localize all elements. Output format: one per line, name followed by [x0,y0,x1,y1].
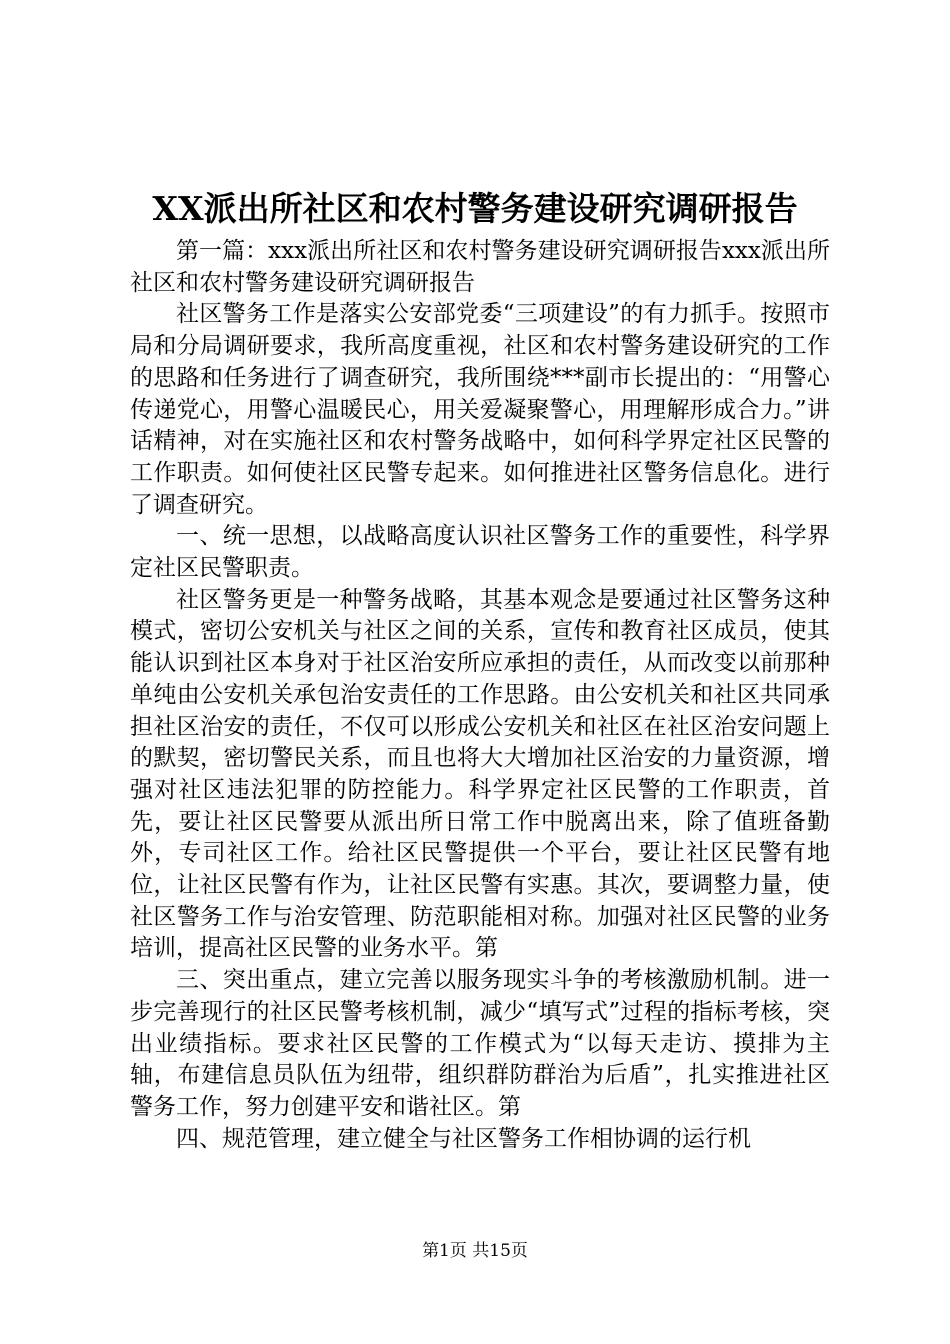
document-body [130,236,830,1155]
paragraph-community-policing: 社区警务更是一种警务战略，其基本观念是要通过社区警务这种模式，密切公安机关与社区之间的关系，宣传和教育社区成员，使其能认识到社区本身对于社区治安所应承担的责任，从而改变以前那种单纯由公安机关承包治安责任的工作思路。由公安机关和社区共同承担社区治安的责任，不仅可以形成公安机关和社区在社区治安问题上的默契，密切警民关系，而且也将大大增加社区治安的力量资源，增强对社区违法犯罪的防控能力。科学界定社区民警的工作职责，首先，要让社区民警要从派出所日常工作中脱离出来，除了值班备勤外，专司社区工作。给社区民警提供一个平台，要让社区民警有地位，让社区民警有作为，让社区民警有实惠。其次，要调整力量，使社区警务工作与治安管理、防范职能相对称。加强对社区民警的业务培训，提高社区民警的业务水平。第 [130,586,830,962]
page-number-footer: 第1页 共15页 [422,1241,528,1261]
document-title: XX派出所社区和农村警务建设研究调研报告 [152,189,798,228]
section-four: 四、规范管理，建立健全与社区警务工作相协调的运行机 [176,1125,751,1152]
paragraph-overview: 社区警务工作是落实公安部党委“三项建设”的有力抓手。按照市局和分局调研要求，我所高度重视，社区和农村警务建设研究的工作的思路和任务进行了调查研究，我所围绕***副市长提出的：“用警心传递党心，用警心温暖民心，用关爱凝聚警心，用理解形成合力。”讲话精神，对在实施社区和农村警务战略中，如何科学界定社区民警的工作职责。如何使社区民警专起来。如何推进社区警务信息化。进行了调查研究。 [130,301,830,518]
paragraph-intro: 第一篇：xxx派出所社区和农村警务建设研究调研报告xxx派出所社区和农村警务建设研究调研报告 [130,238,830,296]
section-heading-one: 一、统一思想，以战略高度认识社区警务工作的重要性，科学界定社区民警职责。 [130,523,830,582]
section-three: 三、突出重点，建立完善以服务现实斗争的考核激励机制。进一步完善现行的社区民警考核机制，减少“填写式”过程的指标考核，突出业绩指标。要求社区民警的工作模式为“以每天走访、摸排为主轴，布建信息员队伍为纽带，组织群防群治为后盾”，扎实推进社区警务工作，努力创建平安和谐社区。第 [130,967,830,1120]
